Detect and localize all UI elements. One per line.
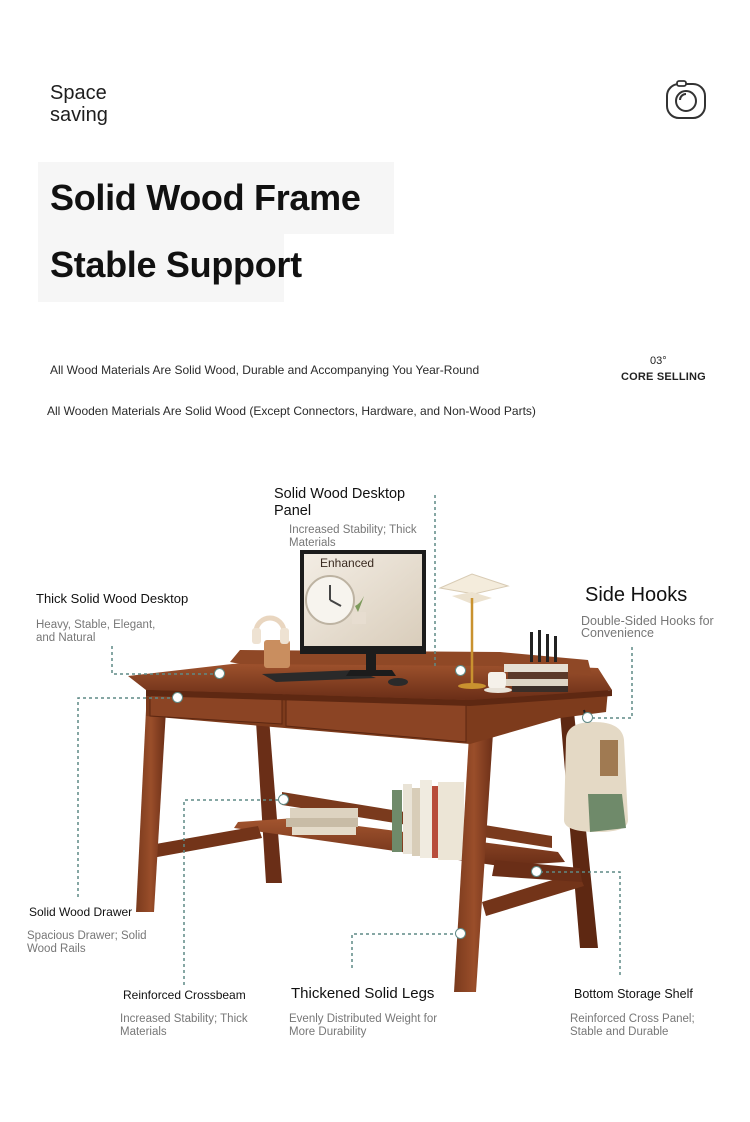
callout-desktop-panel-title: Solid Wood Desktop Panel xyxy=(274,486,406,519)
subheading-line1: All Wood Materials Are Solid Wood, Durable and Accompanying You Year-Round xyxy=(50,363,480,377)
backpack-icon xyxy=(564,710,628,832)
tagline-line1: Space xyxy=(50,82,107,104)
headline-line2: Stable Support xyxy=(50,244,302,285)
callout-legs-title: Thickened Solid Legs xyxy=(291,985,435,1002)
marker-drawer[interactable] xyxy=(172,692,183,703)
callout-side-hooks-desc: Double-Sided Hooks for Convenience xyxy=(581,614,714,640)
core-label: CORE SELLING xyxy=(621,371,706,383)
callout-legs-desc: Evenly Distributed Weight for More Durability xyxy=(289,1013,438,1038)
callout-drawer-desc: Spacious Drawer; Solid Wood Rails xyxy=(27,930,147,955)
callout-shelf-desc: Reinforced Cross Panel; Stable and Durable xyxy=(570,1013,695,1038)
core-number: 03° xyxy=(650,355,667,367)
callout-thick-desktop-desc: Heavy, Stable, Elegant, and Natural xyxy=(36,619,156,644)
marker-side-hooks[interactable] xyxy=(582,712,593,723)
callout-thick-desktop-title: Thick Solid Wood Desktop xyxy=(36,591,189,606)
back-leg-left xyxy=(255,705,282,883)
callout-crossbeam-desc: Increased Stability; Thick Materials xyxy=(120,1013,248,1038)
marker-desktop-panel[interactable] xyxy=(455,665,466,676)
callout-side-hooks-title: Side Hooks xyxy=(585,584,688,606)
marker-shelf[interactable] xyxy=(531,866,542,877)
callout-shelf-title: Bottom Storage Shelf xyxy=(574,987,693,1001)
subheading-line2: All Wooden Materials Are Solid Wood (Except Connectors, Hardware, and Non-Wood Parts) xyxy=(47,404,536,418)
monitor-screen-text: Enhanced xyxy=(320,556,375,570)
front-leg-left xyxy=(136,710,166,912)
mouse xyxy=(388,678,408,686)
crossbeam-left xyxy=(150,826,262,858)
headline-line1: Solid Wood Frame xyxy=(50,177,361,218)
callout-drawer-title: Solid Wood Drawer xyxy=(29,905,133,919)
callout-crossbeam-title: Reinforced Crossbeam xyxy=(123,988,246,1002)
marker-legs[interactable] xyxy=(455,928,466,939)
callout-desktop-panel-desc: Increased Stability; Thick Materials xyxy=(289,524,417,549)
marker-thick-desktop[interactable] xyxy=(214,668,225,679)
tagline-line2: saving xyxy=(50,104,108,126)
marker-crossbeam[interactable] xyxy=(278,794,289,805)
